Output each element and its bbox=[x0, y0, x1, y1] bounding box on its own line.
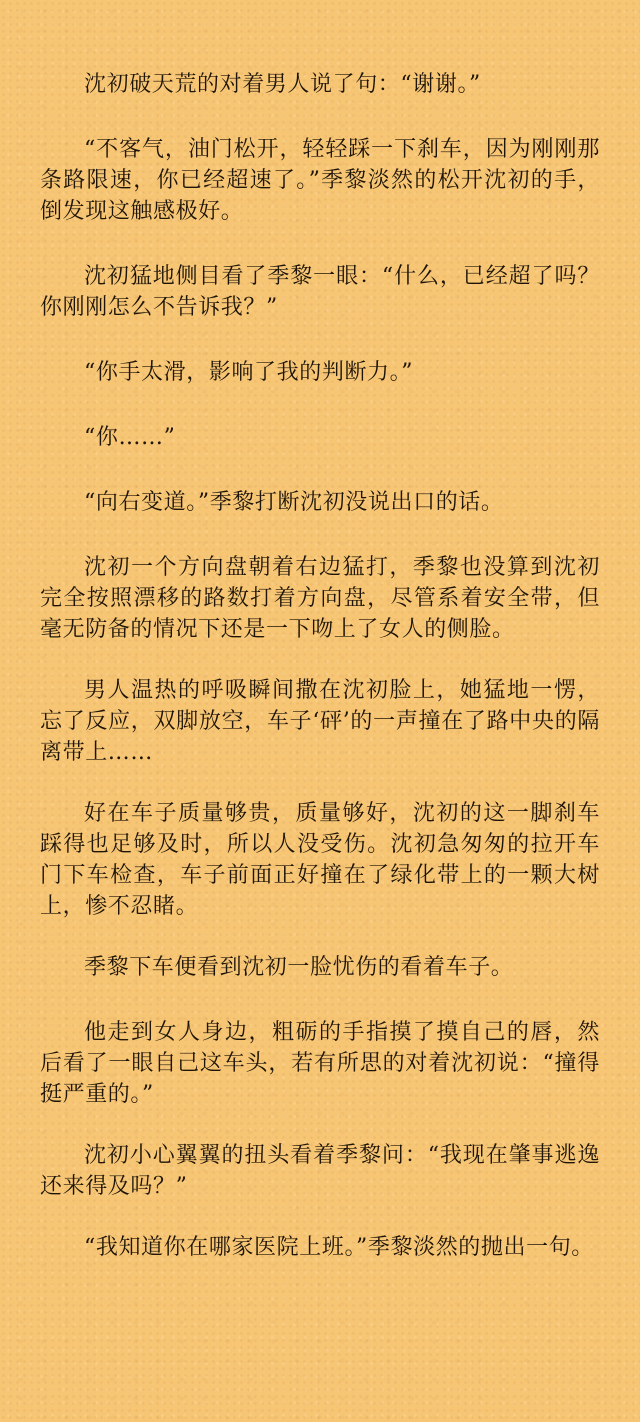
paragraph: “我知道你在哪家医院上班。”季黎淡然的抛出一句。 bbox=[84, 1235, 594, 1260]
article-body bbox=[40, 69, 600, 1263]
paragraph: 男人温热的呼吸瞬间撒在沈初脸上，她猛地一愣，忘了反应，双脚放空，车子‘砰’的一声撞在了路中央的隔离带上…… bbox=[40, 678, 600, 765]
paragraph: 他走到女人身边，粗砺的手指摸了摸自己的唇，然后看了一眼自己这车头，若有所思的对着沈初说：“撞得挺严重的。” bbox=[40, 1020, 600, 1107]
paragraph: “你……” bbox=[84, 425, 176, 450]
paragraph: 沈初小心翼翼的扭头看着季黎问：“我现在肇事逃逸还来得及吗？” bbox=[40, 1143, 600, 1199]
paragraph: 沈初破天荒的对着男人说了句：“谢谢。” bbox=[84, 72, 481, 97]
paragraph: 好在车子质量够贵，质量够好，沈初的这一脚刹车踩得也足够及时，所以人没受伤。沈初急匆匆的拉开车门下车检查，车子前面正好撞在了绿化带上的一颗大树上，惨不忍睹。 bbox=[40, 801, 600, 919]
paragraph: 沈初猛地侧目看了季黎一眼：“什么，已经超了吗？你刚刚怎么不告诉我？” bbox=[40, 264, 600, 320]
paragraph: 季黎下车便看到沈初一脸忧伤的看着车子。 bbox=[84, 955, 514, 980]
paragraph: 沈初一个方向盘朝着右边猛打，季黎也没算到沈初完全按照漂移的路数打着方向盘，尽管系着安全带，但毫无防备的情况下还是一下吻上了女人的侧脸。 bbox=[40, 555, 600, 642]
paragraph: “你手太滑，影响了我的判断力。” bbox=[84, 360, 414, 385]
paragraph: “不客气，油门松开，轻轻踩一下刹车，因为刚刚那条路限速，你已经超速了。”季黎淡然的松开沈初的手，倒发现这触感极好。 bbox=[40, 137, 600, 224]
paragraph: “向右变道。”季黎打断沈初没说出口的话。 bbox=[84, 490, 504, 515]
